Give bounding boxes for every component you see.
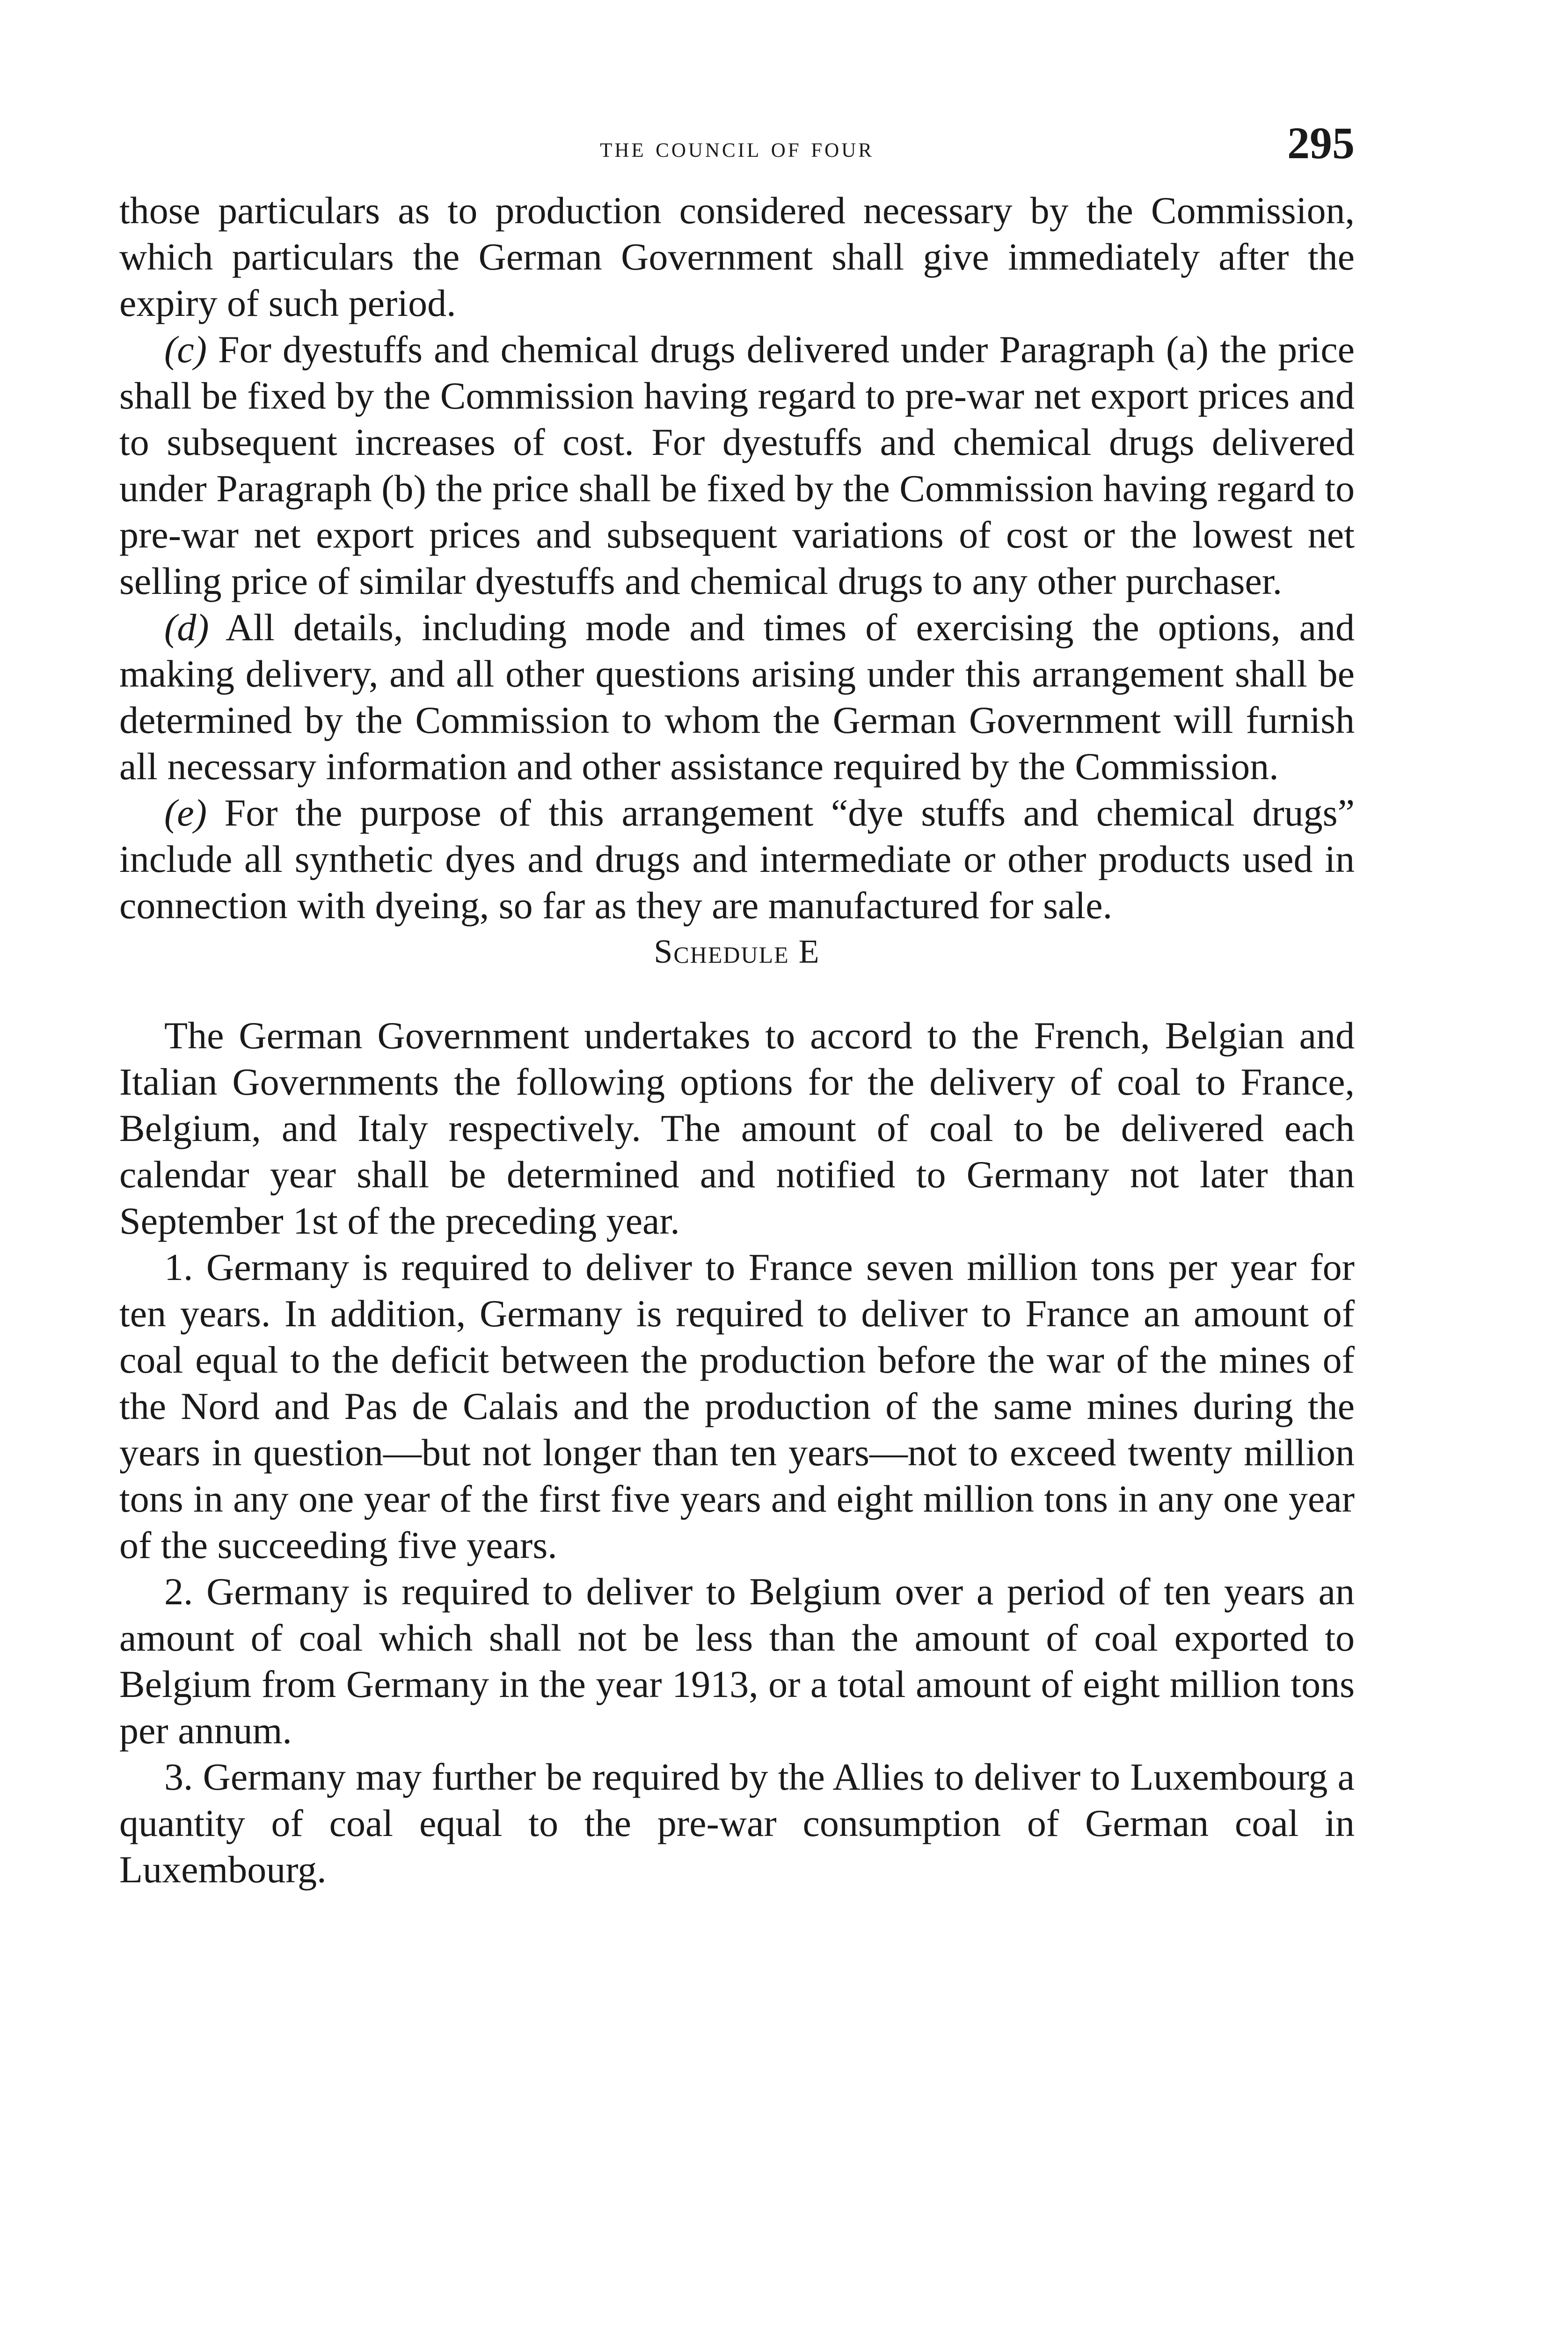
paragraph-text: For the purpose of this arrangement “dye stuffs and chemical drugs” include all synthetic dyes and drugs and intermediate or other products used in connection with dyeing, so far as they are manufactured for sale. (119, 791, 1355, 927)
running-header (119, 117, 1355, 168)
paragraph-text: those particulars as to production considered necessary by the Commission, which particulars the German Government shall give immediately after the expiry of such period. (119, 189, 1355, 324)
paragraph-text: For dyestuffs and chemical drugs delivered under Paragraph (a) the price shall be fixed by the Commission having regard to pre-war net export prices and to subsequent increases of cost. For dyestuffs and chemical drugs delivered under Paragraph (b) the price shall be fixed by the Commission having regard to pre-war net export prices and subsequent variations of cost or the lowest net selling price of similar dyestuffs and chemical drugs to any other purchaser. (119, 328, 1355, 602)
paragraph-continuation (119, 187, 1355, 326)
running-title: the council of four (600, 132, 874, 163)
schedule-heading: Schedule E (654, 933, 820, 970)
schedule-item-2: 2. Germany is required to deliver to Belgium over a period of ten years an amount of coal which shall not be less than the amount of coal exported to Belgium from Germany in the year 1913, or a total amount of eight million tons per annum. (119, 1570, 1355, 1752)
paragraph-label: (d) (164, 606, 209, 649)
paragraph-label: (e) (164, 791, 207, 834)
paragraph-c (119, 326, 1355, 604)
schedule-item-3: 3. Germany may further be required by the Allies to deliver to Luxembourg a quantity of coal equal to the pre-war consumption of German coal in Luxembourg. (119, 1755, 1355, 1891)
paragraph-label: (c) (164, 328, 207, 371)
document-page (119, 117, 1355, 1893)
paragraph-text: All details, including mode and times of exercising the options, and making delivery, and all other questions arising under this arrangement shall be determined by the Commission to whom the German Government will furnish all necessary information and other assistance required by the Commission. (119, 606, 1355, 788)
page-body (119, 187, 1355, 1893)
schedule-item-1: 1. Germany is required to deliver to France seven million tons per year for ten years. In addition, Germany is required to deliver to France an amount of coal equal to the deficit between the production before the war of the mines of the Nord and Pas de Calais and the production of the same mines during the years in question—but not longer than ten years—not to exceed twenty million tons in any one year of the first five years and eight million tons in any one year of the succeeding five years. (119, 1246, 1355, 1566)
paragraph-d (119, 604, 1355, 790)
schedule-intro: The German Government undertakes to accord to the French, Belgian and Italian Governments the following options for the delivery of coal to France, Belgium, and Italy respectively. The amount of coal to be delivered each calendar year shall be determined and notified to Germany not later than September 1st of the preceding year. (119, 1014, 1355, 1242)
paragraph-e (119, 790, 1355, 929)
page-number: 295 (1287, 118, 1355, 168)
